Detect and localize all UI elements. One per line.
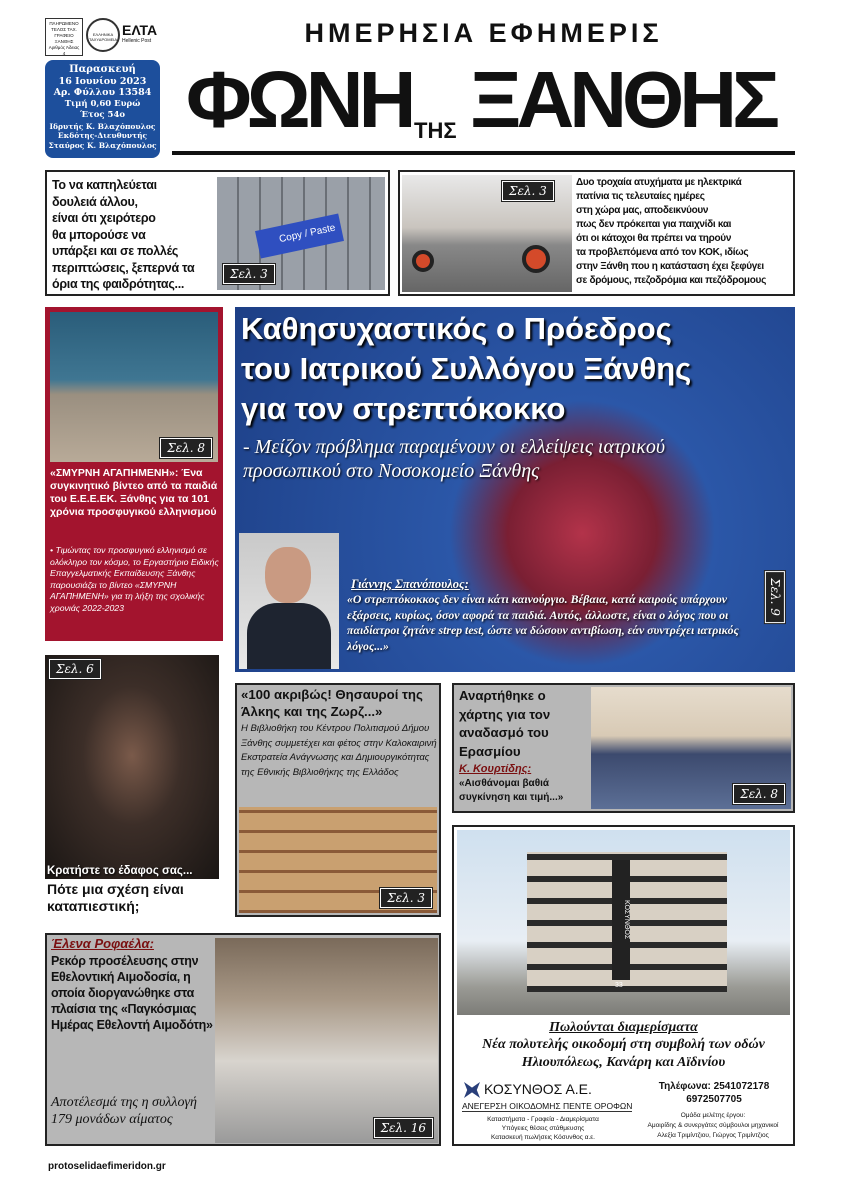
issue-info-box bbox=[45, 60, 160, 158]
masthead-title-small: ΤΗΣ bbox=[414, 118, 457, 143]
publisher: Σταύρος Κ. Βλαχόπουλος bbox=[48, 140, 157, 150]
ad-title: Πωλούνται διαμερίσματα bbox=[549, 1020, 698, 1035]
text-line: περιπτώσεις, ξεπερνά τα bbox=[52, 260, 195, 275]
blood-speaker: Έλενα Ροφαέλα: bbox=[51, 936, 154, 951]
page-ref: Σελ. 8 bbox=[733, 784, 785, 804]
page-ref: Σελ. 6 bbox=[49, 659, 101, 679]
elta-text: ΕΛΤΑ bbox=[122, 22, 158, 38]
story-scooter[interactable] bbox=[398, 170, 795, 296]
elta-sub: Hellenic Post bbox=[122, 38, 152, 44]
relationship-headline: Πότε μια σχέση είναι καταπιεστική; bbox=[47, 881, 184, 914]
page-ref: Σελ. 3 bbox=[502, 181, 554, 201]
text-line: Το να καπηλεύεται bbox=[52, 178, 157, 192]
main-quote: «Ο στρεπτόκοκκος δεν είναι κάτι καινούργιο. Βέβαια, κατά καιρούς υπάρχουν εξάρσεις, κυρίως, όσον αφορά τα παιδιά. Αυτός, άλλωστε, είναι ο λόγος που οι παιδίατροι ζητάνε strep test, ώστε να δώσουν αντιβίωση, εάν συντρέχει ιατρικός λόγος...» bbox=[347, 592, 739, 653]
building-number: 33 bbox=[615, 982, 623, 989]
main-subheadline: - Μείζον πρόβλημα παραμένουν οι ελλείψεις ιατρικού προσωπικού στο Νοσοκομείο Ξάνθης bbox=[243, 436, 666, 482]
publisher-label: Εκδότης-Διευθυντής bbox=[57, 131, 148, 140]
story-scooter-text bbox=[576, 176, 766, 288]
text-line: Κατασκευή πωλήσεις Κόσυνθος α.ε. bbox=[490, 1134, 595, 1141]
story-copy-paste[interactable] bbox=[45, 170, 390, 296]
text-line: Αλεξία Τριμίντζιου, Γιώργος Τριμίντζιος bbox=[657, 1132, 769, 1139]
issue-price: Τιμή 0,60 Ευρώ bbox=[64, 98, 141, 109]
meeting-photo bbox=[591, 687, 791, 809]
doctor-portrait bbox=[239, 533, 339, 669]
scooter-photo bbox=[402, 175, 572, 292]
text-line: στην Ξάνθη που η κατάσταση έχει ξεφύγει bbox=[576, 261, 764, 272]
company-sub: ΑΝΕΓΕΡΣΗ ΟΙΚΟΔΟΜΗΣ ΠΕΝΤΕ ΟΡΟΦΩΝ bbox=[462, 1101, 633, 1111]
library-body: Η Βιβλιοθήκη του Κέντρου Πολιτισμού Δήμου Ξάνθης συμμετέχει και φέτος στην Καλοκαιρινή Εκστρατεία Ανάγνωσης και Δημιουργικότητας της Εθνικής Βιβλιοθήκης της Ελλάδος bbox=[241, 723, 437, 778]
main-speaker: Γιάννης Σπανόπουλος: bbox=[351, 577, 469, 591]
building-rendering bbox=[457, 830, 790, 1015]
blood-result: Αποτέλεσμά της η συλλογή 179 μονάδων αίματος bbox=[51, 1095, 197, 1127]
page-ref: Σελ. 3 bbox=[380, 888, 432, 908]
ad-team bbox=[632, 1111, 794, 1141]
postage-box: ΠΛΗΡΩΜΕΝΟ ΤΕΛΟΣ ΤΑΧ. ΓΡΑΦΕΙΟ ΞΑΝΘΗΣ Αριθμός Άδειας 4 bbox=[45, 18, 83, 56]
company-name: ΚΟΣΥΝΘΟΣ Α.Ε. bbox=[484, 1081, 592, 1097]
text-line: Καταστήματα - Γραφεία - Διαμερίσματα bbox=[487, 1116, 599, 1123]
story-copy-text bbox=[52, 177, 194, 293]
story-blood-donation[interactable] bbox=[45, 933, 441, 1146]
text-line: Αμοιρίδης & συνεργάτες σύμβουλοι μηχανικοί bbox=[647, 1122, 779, 1129]
page-ref: Σελ. 16 bbox=[374, 1118, 433, 1138]
text-line: δουλειά άλλου, bbox=[52, 194, 138, 209]
story-library[interactable] bbox=[235, 683, 441, 917]
text-line: πατίνια τις τελευταίες ημέρες bbox=[576, 191, 705, 202]
masthead-title-right: ΞΑΝΘΗΣ bbox=[470, 55, 776, 144]
story-map[interactable] bbox=[452, 683, 795, 813]
company-logo-icon bbox=[464, 1082, 480, 1098]
library-photo bbox=[239, 807, 437, 913]
text-line: Δυο τροχαία ατυχήματα με ηλεκτρικά bbox=[576, 177, 742, 188]
ad-line1: Νέα πολυτελής οικοδομή στη συμβολή των οδών bbox=[482, 1037, 765, 1052]
text-line: για τον στρεπτόκοκκο bbox=[241, 391, 566, 426]
masthead-kicker: ΗΜΕΡΗΣΙΑ ΕΦΗΜΕΡΙΣ bbox=[304, 18, 663, 48]
text-line: τα προβλεπόμενα από τον ΚΟΚ, ιδίως bbox=[576, 247, 749, 258]
blood-donation-photo bbox=[215, 938, 438, 1143]
issue-number: Αρ. Φύλλου 13584 bbox=[53, 87, 152, 98]
text-line: σε δρόμους, πεζοδρόμια και πεζόδρομους bbox=[576, 275, 766, 286]
text-line: Τηλέφωνα: 2541072178 bbox=[658, 1081, 770, 1092]
text-line: υπάρξει και σε πολλές bbox=[52, 244, 179, 258]
text-line: ότι οι κάτοχοι θα πρέπει να τηρούν bbox=[576, 233, 732, 244]
founder: Ιδρυτής Κ. Βλαχόπουλος bbox=[49, 121, 156, 131]
text-line: Καθησυχαστικός ο Πρόεδρος bbox=[241, 311, 672, 346]
smyrna-photo bbox=[50, 312, 218, 462]
smyrna-body: • Τιμώντας τον προσφυγικό ελληνισμό σε ολόκληρο τον κόσμο, το Εργαστήριο Ειδικής Επαγγελματικής Εκπαίδευσης Ξάνθης παρουσιάζει το βίντεο «ΣΜΥΡΝΗ ΑΓΑΠΗΜΕΝΗ» για τη λήξη της σχολικής χρονιάς 2022-2023 bbox=[50, 545, 219, 613]
map-quote: «Αισθάνομαι βαθιά συγκίνηση και τιμή...» bbox=[459, 778, 564, 803]
issue-year: Έτος 54ο bbox=[79, 110, 126, 120]
relationship-caption: Κρατήστε το έδαφος σας... bbox=[47, 865, 193, 877]
post-seal: ΕΛΛΗΝΙΚΑ ΤΑΧΥΔΡΟΜΕΙΑ bbox=[86, 18, 120, 52]
text-line: πως δεν πρόκειται για παιχνίδι και bbox=[576, 219, 732, 230]
issue-date: 16 Ιουνίου 2023 bbox=[58, 75, 147, 87]
page-ref: Σελ. 3 bbox=[223, 264, 275, 284]
apartment-ad[interactable] bbox=[452, 825, 795, 1146]
text-line: θα μπορούσε να bbox=[52, 227, 146, 242]
story-relationship[interactable] bbox=[45, 655, 221, 920]
text-line: είναι ότι χειρότερο bbox=[52, 211, 156, 225]
keyboard-photo bbox=[217, 177, 385, 290]
issue-day: Παρασκευή bbox=[69, 64, 136, 75]
smyrna-headline: «ΣΜΥΡΝΗ ΑΓΑΠΗΜΕΝΗ»: Ένα συγκινητικό βίντεο από τα παιδιά του Ε.Ε.Ε.ΕΚ. Ξάνθης για τα 101 χρόνια προσφυγικού ελληνισμού bbox=[50, 467, 218, 518]
blood-headline: Ρεκόρ προσέλευσης στην Εθελοντική Αιμοδοσία, η οποία διοργανώθηκε στα πλαίσια της «Παγκόσμιας Ημέρας Εθελοντή Αιμοδότη» bbox=[51, 954, 213, 1032]
text-line: Ομάδα μελέτης έργου: bbox=[680, 1112, 746, 1119]
masthead-title-left: ΦΩΝΗ bbox=[186, 55, 412, 144]
company-features bbox=[458, 1115, 628, 1142]
library-headline: «100 ακριβώς! Θησαυροί της Άλκης και της Ζωρζ...» bbox=[241, 687, 423, 719]
building-sign: ΚΟΣΥΝΘΟΣ bbox=[612, 860, 630, 980]
masthead bbox=[172, 18, 795, 155]
woman-photo bbox=[45, 655, 219, 879]
story-smyrna[interactable] bbox=[45, 307, 223, 641]
text-line: Υπόγειες θέσεις στάθμευσης bbox=[501, 1125, 585, 1132]
ad-phones bbox=[639, 1080, 789, 1106]
elta-logo bbox=[122, 22, 157, 44]
map-headline: Αναρτήθηκε ο χάρτης για τον αναδασμό του Ερασμίου bbox=[459, 688, 551, 759]
map-speaker: Κ. Κουρτίδης: bbox=[459, 763, 532, 775]
text-line: 6972507705 bbox=[686, 1094, 742, 1105]
page-ref: Σελ. 8 bbox=[160, 438, 212, 458]
copy-paste-key: Copy / Paste bbox=[255, 213, 344, 258]
main-story[interactable] bbox=[235, 307, 795, 672]
page-ref: Σελ. 9 bbox=[765, 571, 785, 623]
text-line: στη χώρα μας, αποδεικνύουν bbox=[576, 205, 709, 216]
watermark: protoselidaefimeridon.gr bbox=[45, 1160, 169, 1173]
main-headline bbox=[241, 309, 691, 429]
text-line: του Ιατρικού Συλλόγου Ξάνθης bbox=[241, 351, 692, 386]
ad-line2: Ηλιουπόλεως, Κανάρη και Αϊδινίου bbox=[521, 1055, 726, 1070]
text-line: όρια της φαιδρότητας... bbox=[52, 277, 185, 291]
